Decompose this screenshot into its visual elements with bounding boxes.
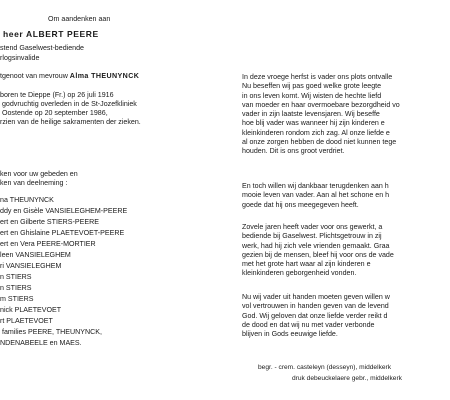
printer-credit-1: begr. - crem. casteleyn (desseyn), middelkerk — [258, 364, 392, 371]
spouse-name: Alma THEUNYNCK — [69, 72, 140, 80]
text-line: gezien bij de mensen, bleef hij voor ons de vade — [242, 250, 394, 259]
text-line: werk, had hij zich vele vrienden gemaakt. Graa — [242, 241, 390, 250]
right-column — [226, 0, 450, 400]
death-line-2: Oostende op 20 september 1986, — [0, 109, 108, 117]
family-member: ddy en Gisèle VANSIELEGHEM-PEERE — [0, 207, 128, 215]
family-member: ri VANSIELEGHEM — [0, 262, 62, 270]
text-line: mooie leven van vader. Aan al het schone en h — [242, 191, 390, 200]
family-member: families PEERE, THEUNYNCK, — [0, 328, 102, 336]
text-line: hoe blij vader was wanneer hij zijn kinderen e — [242, 119, 385, 128]
death-line-1: godvruchtig overleden in de St-Jozefkliniek — [0, 100, 137, 108]
text-line: Zovele jaren heeft vader voor ons gewerkt, a — [242, 223, 383, 231]
thanks-line-2: ken van deelneming : — [0, 179, 68, 187]
text-line: al onze zorgen hebben de dood niet kunnen tege — [242, 137, 397, 146]
text-line: God. Wij geloven dat onze liefde verder reikt d — [242, 311, 388, 320]
text-line: Nu beseffen wij pas goed welke grote leegte — [242, 82, 382, 91]
text-line: van moeder en haar overmoebare bezorgdheid vo — [242, 100, 400, 109]
paragraph-work — [242, 223, 394, 279]
family-member: leen VANSIELEGHEM — [0, 251, 71, 259]
occupation-line-2: rlogsinvalide — [0, 54, 40, 62]
deceased-name-line — [0, 30, 99, 39]
sacraments-line: rzien van de heilige sakramenten der zieken. — [0, 118, 141, 126]
text-line: En toch willen wij dankbaar terugdenken aan h — [242, 182, 389, 190]
text-line: kleinkinderen geborgenheid vonden. — [242, 269, 357, 278]
birth-line: boren te Dieppe (Fr.) op 26 juli 1916 — [0, 91, 114, 99]
paragraph-gratitude — [242, 182, 389, 210]
text-line: in ons leven komt. Wij wisten de hechte liefd — [242, 91, 382, 100]
text-line: goede dat hij ons meegegeven heeft. — [242, 200, 359, 209]
name-prefix: heer — [0, 29, 26, 39]
printer-credit-2: druk debeuckelaere gebr., middelkerk — [292, 375, 402, 382]
text-line: blijven in Gods eeuwige liefde. — [242, 330, 338, 338]
text-line: vader in zijn laatste levensjaren. Wij beseffe — [242, 110, 380, 118]
text-line: houden. Dit is ons groot verdriet. — [242, 147, 345, 155]
family-member: rt PLAETEVOET — [0, 317, 53, 325]
family-member: ert en Vera PEERE-MORTIER — [0, 240, 96, 248]
family-member: m STIERS — [0, 295, 34, 303]
text-line: In deze vroege herfst is vader ons plots ontvalle — [242, 73, 393, 81]
left-column — [0, 0, 215, 400]
thanks-line-1: ken voor uw gebeden en — [0, 170, 78, 178]
intro-text: Om aandenken aan — [48, 15, 111, 23]
family-member: ert en Gilberte STIERS-PEERE — [0, 218, 99, 226]
text-line: bediende bij Gaselwest. Plichtsgetrouw in zij — [242, 232, 382, 241]
family-member: n STIERS — [0, 273, 32, 281]
deceased-name: ALBERT PEERE — [25, 29, 99, 39]
text-line: met het grote hart waar al zijn kinderen e — [242, 260, 371, 268]
family-member: n STIERS — [0, 284, 32, 292]
family-member: nick PLAETEVOET — [0, 306, 62, 314]
text-line: vol vertrouwen in handen geven van de levend — [242, 302, 389, 311]
spouse-label: tgenoot van mevrouw — [0, 72, 70, 80]
text-line: Nu wij vader uit handen moeten geven willen w — [242, 293, 390, 301]
spouse-line — [0, 72, 139, 81]
text-line: de dood en dat wij nu met vader verbonde — [242, 320, 375, 329]
occupation-line-1: stend Gaselwest-bediende — [0, 44, 84, 52]
family-member: ert en Ghislaine PLAETEVOET-PEERE — [0, 229, 125, 237]
paragraph-faith — [242, 293, 390, 339]
text-line: kleinkinderen rondom zich zag. Al onze liefde e — [242, 128, 390, 137]
paragraph-grief — [242, 73, 400, 156]
family-member: na THEUNYNCK — [0, 196, 54, 204]
family-member: NDENABEELE en MAES. — [0, 339, 82, 347]
